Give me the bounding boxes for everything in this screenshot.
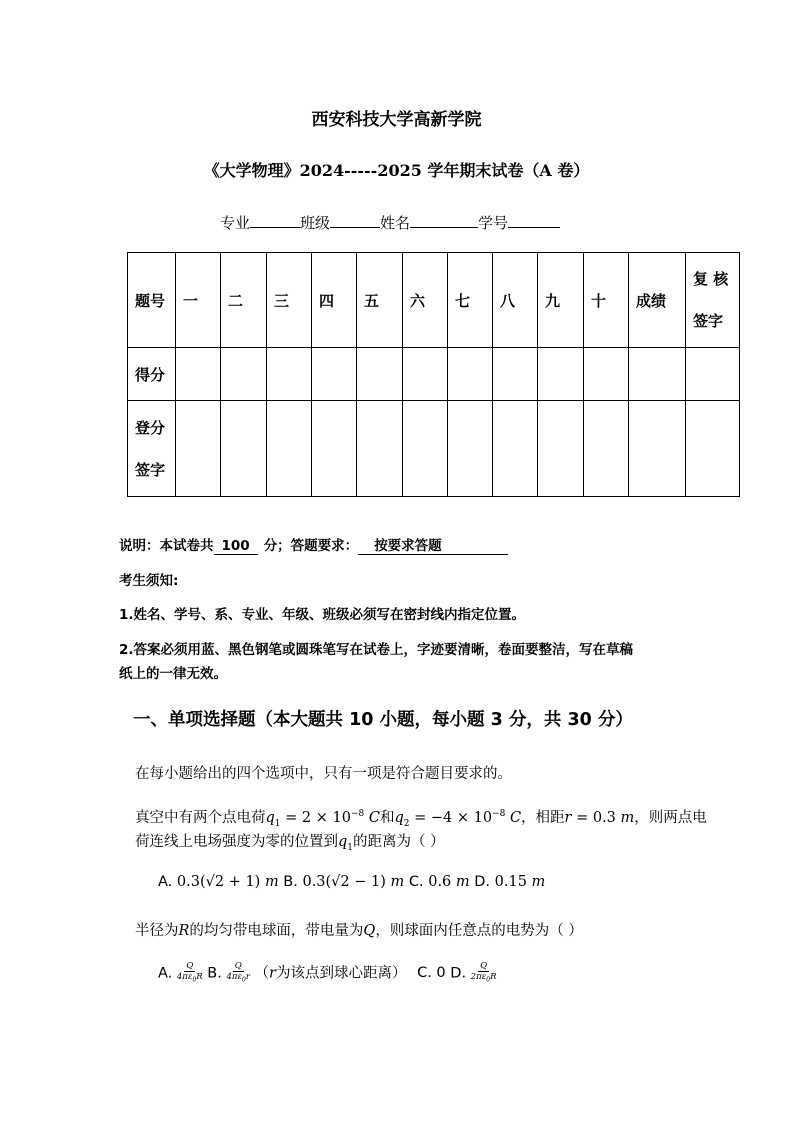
register-cell[interactable] [221, 401, 267, 497]
rule-2-line1: 2.答案必须用蓝、黑色钢笔或圆珠笔写在试卷上，字迹要清晰，卷面要整洁，写在草稿 [119, 642, 634, 658]
review-label-line1: 复 核 [693, 270, 729, 288]
exam-title: 《大学物理》2024-----2025 学年期末试卷（A 卷） [203, 161, 590, 180]
score-cell[interactable] [493, 348, 538, 401]
q1-option-c[interactable]: C. [408, 874, 424, 890]
q2-formula-b: $\frac{Q}{4\pi\varepsilon_0r}$ [226, 961, 250, 984]
register-cell[interactable] [403, 401, 448, 497]
score-cell[interactable] [686, 348, 740, 401]
section-1-title: 一、单项选择题（本大题共 10 小题，每小题 3 分，共 30 分） [133, 710, 633, 730]
score-cell[interactable] [584, 348, 629, 401]
q1-option-a[interactable]: A. [158, 874, 173, 890]
total-points: 100 [214, 538, 258, 555]
register-label-line1: 登分 [135, 418, 166, 437]
student-id-label: 学号 [478, 214, 509, 232]
q2-option-c[interactable]: C. 0 [417, 965, 446, 982]
q2-charge-formula: $q_2$ [394, 810, 410, 829]
score-cell[interactable] [312, 348, 357, 401]
rule-2-line2: 纸上的一律无效。 [119, 666, 227, 682]
name-label: 姓名 [380, 214, 411, 232]
q2-option-a[interactable]: A. [158, 965, 173, 982]
score-cell[interactable] [538, 348, 584, 401]
register-cell[interactable] [538, 401, 584, 497]
register-cell[interactable] [686, 401, 740, 497]
question-1-line2: 荷连线上电场强度为零的位置到$q_1$的距离为（ ） [135, 834, 445, 853]
score-cell[interactable] [221, 348, 267, 401]
col-5: 五 [357, 253, 403, 348]
q1-option-b[interactable]: B. [283, 874, 298, 890]
register-cell[interactable] [448, 401, 493, 497]
register-cell[interactable] [357, 401, 403, 497]
major-label: 专业 [220, 214, 251, 232]
score-cell[interactable] [176, 348, 221, 401]
score-row-label: 得分 [128, 348, 176, 401]
section-1-instruction: 在每小题给出的四个选项中，只有一项是符合题目要求的。 [135, 766, 512, 782]
notice-title: 考生须知: [119, 573, 179, 589]
col-9: 九 [538, 253, 584, 348]
question-1-options: A. 0.3(√2 + 1) m B. 0.3(√2 − 1) m C. 0.6 m D. 0.15 m [158, 874, 546, 890]
q2-formula-a: $\frac{Q}{4\pi\varepsilon_0R}$ [176, 961, 203, 984]
exam-notes [119, 534, 508, 555]
review-label-line2: 签字 [693, 312, 724, 330]
register-cell[interactable] [312, 401, 357, 497]
question-2-options: A. $\frac{Q}{4\pi\varepsilon_0R}$ B. $\frac{Q}{4\pi\varepsilon_0r}$ （r为该点到球心距离） C. 0 D. $\frac{Q}{2\pi\varepsilon_0R}$ [158, 961, 497, 984]
question-2-stem: 半径为R的均匀带电球面，带电量为Q，则球面内任意点的电势为（ ） [135, 923, 583, 939]
register-cell[interactable] [584, 401, 629, 497]
col-10: 十 [584, 253, 629, 348]
student-info-line [220, 212, 560, 233]
col-2: 二 [221, 253, 267, 348]
class-label: 班级 [300, 214, 331, 232]
register-label-line2: 签字 [135, 460, 166, 479]
name-field[interactable] [410, 213, 478, 228]
major-field[interactable] [250, 213, 300, 228]
score-cell[interactable] [357, 348, 403, 401]
total-label: 成绩 [629, 253, 686, 348]
score-cell[interactable] [267, 348, 312, 401]
score-table [127, 252, 740, 497]
register-cell[interactable] [493, 401, 538, 497]
register-row [128, 401, 740, 497]
col-3: 三 [267, 253, 312, 348]
col-1: 一 [176, 253, 221, 348]
score-table-header-row [128, 253, 740, 348]
score-cell[interactable] [448, 348, 493, 401]
q2-option-b[interactable]: B. [207, 965, 222, 982]
register-cell[interactable] [176, 401, 221, 497]
score-cell[interactable] [403, 348, 448, 401]
review-sign-label [686, 253, 740, 348]
col-8: 八 [493, 253, 538, 348]
student-id-field[interactable] [508, 213, 560, 228]
notes-points-suffix: 分；答题要求： [263, 538, 359, 554]
score-row [128, 348, 740, 401]
q2-formula-d: $\frac{Q}{2\pi\varepsilon_0R}$ [470, 961, 497, 984]
score-cell[interactable] [629, 348, 686, 401]
q2-option-d[interactable]: D. [450, 965, 467, 982]
register-cell[interactable] [267, 401, 312, 497]
register-row-label [128, 401, 176, 497]
class-field[interactable] [330, 213, 380, 228]
notes-prefix: 说明：本试卷共 [119, 538, 214, 554]
col-4: 四 [312, 253, 357, 348]
answer-requirement: 按要求答题 [358, 534, 508, 555]
register-cell[interactable] [629, 401, 686, 497]
col-6: 六 [403, 253, 448, 348]
question-number-label: 题号 [128, 253, 176, 348]
q1-option-d[interactable]: D. [474, 874, 491, 890]
question-1-line1: 真空中有两个点电荷$q_1 = 2 \times 10^{-8}$ C和$q_2 = -4 \times 10^{-8}$ C，相距r = 0.3 m，则两点电 [135, 809, 707, 829]
school-name: 西安科技大学高新学院 [311, 110, 482, 130]
q1-charge-formula: $q_1$ [265, 810, 281, 829]
col-7: 七 [448, 253, 493, 348]
rule-1: 1.姓名、学号、系、专业、年级、班级必须写在密封线内指定位置。 [119, 607, 526, 623]
